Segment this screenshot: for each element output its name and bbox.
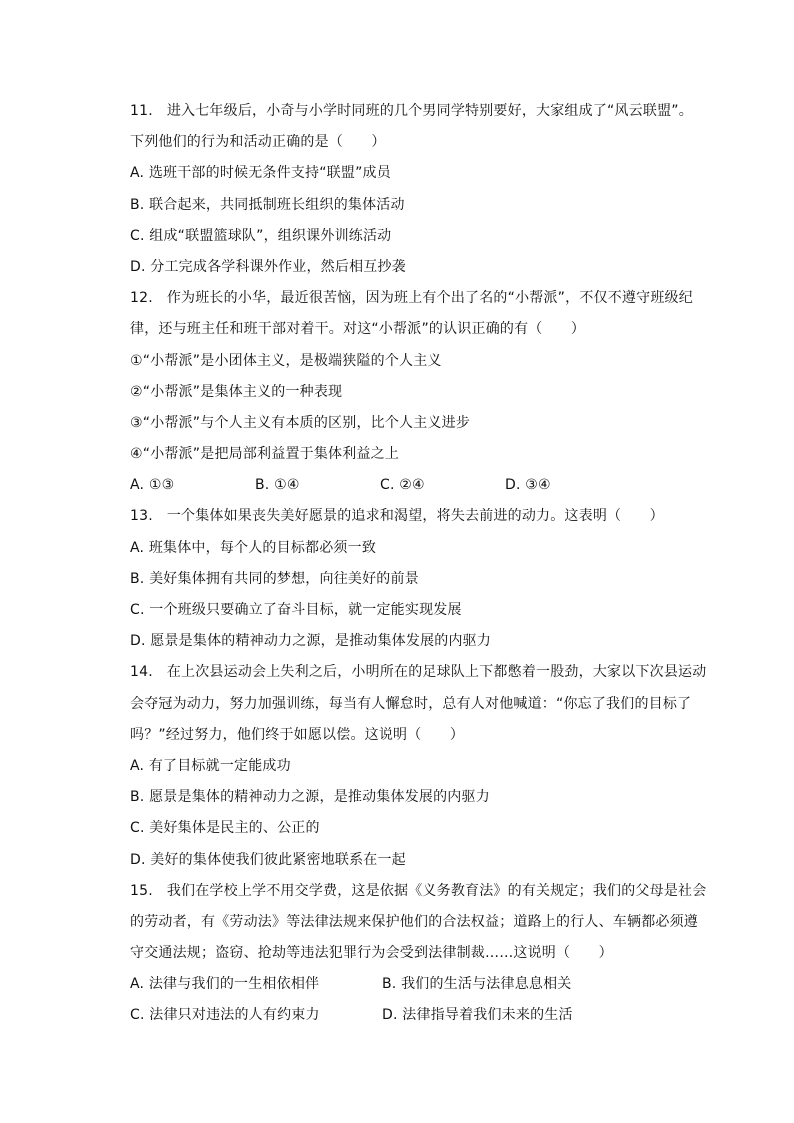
question-number: 13.	[130, 508, 153, 525]
option-c[interactable]: C. 法律只对违法的人有约束力	[130, 1007, 320, 1024]
question-stem-text: 一个集体如果丧失美好愿景的追求和渴望，将失去前进的动力。这表明（ ）	[166, 508, 664, 525]
question-11	[130, 96, 702, 283]
question-14	[130, 657, 707, 875]
question-stem-line	[130, 876, 707, 907]
question-number: 14.	[130, 664, 153, 681]
exam-page	[130, 96, 707, 1032]
question-stem-line: 下列他们的行为和活动正确的是（ ）	[130, 134, 386, 151]
option-a[interactable]: A. ①③	[130, 477, 175, 494]
question-stem-text: 我们在学校上学不用交学费，这是依据《义务教育法》的有关规定；我们的父母是社会	[166, 882, 707, 899]
question-stem-line: 守交通法规；盗窃、抢劫等违法犯罪行为会受到法律制裁……这说明（ ）	[130, 945, 613, 962]
option-b[interactable]: B. 联合起来，共同抵制班长组织的集体活动	[130, 196, 405, 213]
question-stem-line: 吗？”经过努力，他们终于如愿以偿。这说明（ ）	[130, 726, 465, 743]
option-d[interactable]: D. 法律指导着我们未来的生活	[382, 1007, 573, 1024]
option-c[interactable]: C. 组成“联盟篮球队”，组织课外训练活动	[130, 227, 392, 244]
option-b[interactable]: B. 我们的生活与法律息息相关	[382, 976, 572, 993]
question-stem-line	[130, 657, 707, 688]
question-number: 15.	[130, 882, 153, 899]
option-a[interactable]: A. 有了目标就一定能成功	[130, 757, 291, 774]
option-d[interactable]: D. ③④	[505, 477, 551, 494]
option-a[interactable]: A. 选班干部的时候无条件支持“联盟”成员	[130, 165, 391, 182]
option-d[interactable]: D. 愿景是集体的精神动力之源，是推动集体发展的内驱力	[130, 633, 492, 650]
statement-1: ①“小帮派”是小团体主义，是极端狭隘的个人主义	[130, 352, 442, 369]
statement-3: ③“小帮派”与个人主义有本质的区别，比个人主义进步	[130, 414, 471, 431]
question-stem-line: 会夺冠为动力，努力加强训练，每当有人懈怠时，总有人对他喊道：“你忘了我们的目标了	[130, 695, 692, 712]
option-c[interactable]: C. 美好集体是民主的、公正的	[130, 820, 320, 837]
option-b[interactable]: B. 美好集体拥有共同的梦想，向往美好的前景	[130, 570, 419, 587]
options-row	[130, 470, 702, 501]
question-stem-text: 在上次县运动会上失利之后，小明所在的足球队上下都憋着一股劲，大家以下次县运动	[166, 664, 707, 681]
question-stem-line: 的劳动者，有《劳动法》等法律法规来保护他们的合法权益；道路上的行人、车辆都必须遵	[130, 913, 698, 930]
option-c[interactable]: C. 一个班级只要确立了奋斗目标，就一定能实现发展	[130, 602, 462, 618]
options-row	[130, 969, 702, 1000]
question-stem-line	[130, 96, 702, 127]
option-b[interactable]: B. 愿景是集体的精神动力之源，是推动集体发展的内驱力	[130, 789, 490, 806]
question-15	[130, 876, 707, 1032]
question-stem-line	[130, 501, 702, 532]
question-stem-line: 律，还与班主任和班干部对着干。对这“小帮派”的认识正确的有（ ）	[130, 321, 586, 338]
statement-2: ②“小帮派”是集体主义的一种表现	[130, 383, 343, 400]
option-b[interactable]: B. ①④	[255, 477, 300, 494]
option-a[interactable]: A. 班集体中，每个人的目标都必须一致	[130, 539, 377, 556]
option-a[interactable]: A. 法律与我们的一生相依相伴	[130, 976, 320, 993]
question-stem-line	[130, 283, 702, 314]
option-d[interactable]: D. 美好的集体使我们彼此紧密地联系在一起	[130, 851, 406, 868]
question-stem-text: 进入七年级后，小奇与小学时同班的几个男同学特别要好，大家组成了“风云联盟”。	[166, 103, 693, 119]
question-13	[130, 501, 702, 657]
question-number: 11.	[130, 103, 153, 119]
options-row	[130, 1000, 702, 1031]
question-number: 12.	[130, 290, 153, 307]
statement-4: ④“小帮派”是把局部利益置于集体利益之上	[130, 446, 400, 463]
option-c[interactable]: C. ②④	[380, 477, 425, 494]
question-12	[130, 283, 702, 501]
question-stem-text: 作为班长的小华，最近很苦恼，因为班上有个出了名的“小帮派”，不仅不遵守班级纪	[166, 290, 693, 307]
option-d[interactable]: D. 分工完成各学科课外作业，然后相互抄袭	[130, 258, 406, 275]
